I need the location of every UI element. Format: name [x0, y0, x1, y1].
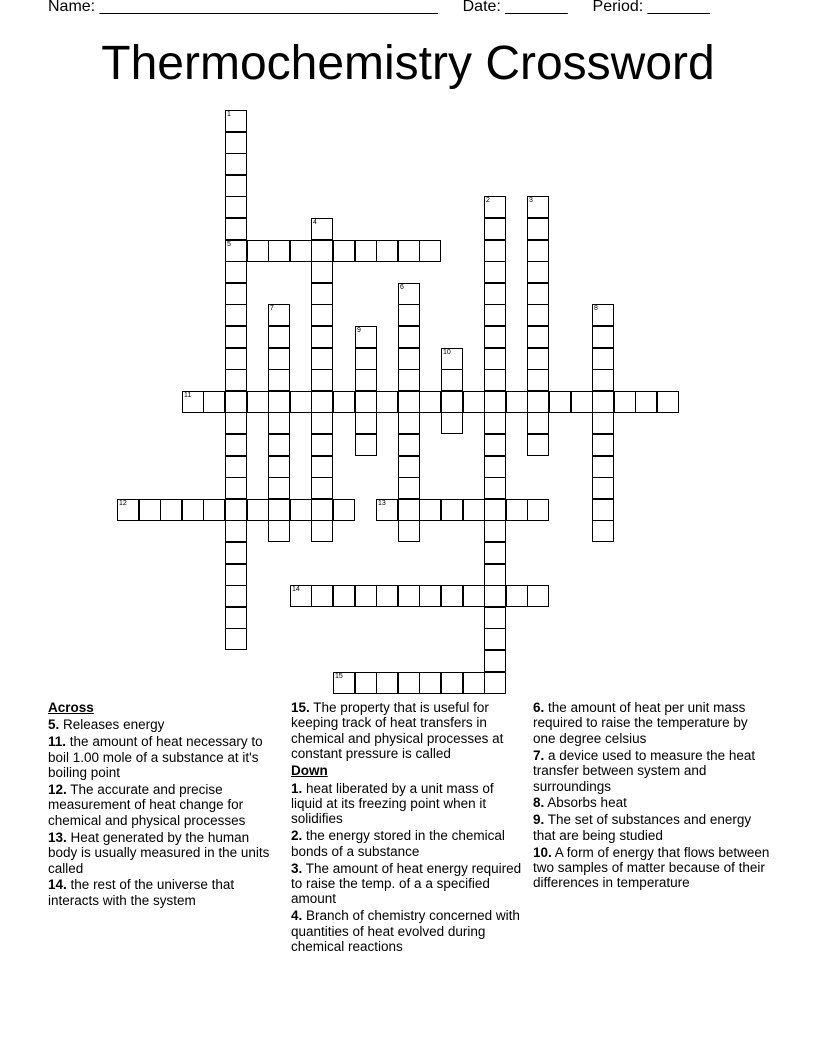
- grid-cell[interactable]: [592, 304, 614, 326]
- grid-cell[interactable]: [311, 477, 333, 499]
- grid-cell[interactable]: [549, 391, 571, 413]
- clue-down-4: 4. Branch of chemistry concerned with quantities of heat evolved during chemical reactions: [291, 908, 520, 955]
- grid-cell[interactable]: [311, 499, 333, 521]
- grid-cell[interactable]: [484, 564, 506, 586]
- grid-cell[interactable]: [484, 196, 506, 218]
- grid-cell[interactable]: [268, 326, 290, 348]
- cell-number: 3: [529, 197, 533, 204]
- grid-cell[interactable]: [355, 348, 377, 370]
- clues-column-3: [533, 700, 773, 892]
- grid-cell[interactable]: [419, 672, 441, 694]
- grid-cell[interactable]: [398, 283, 420, 305]
- clues-column-2: [291, 700, 523, 956]
- grid-cell[interactable]: [182, 391, 204, 413]
- cell-number: 9: [357, 327, 361, 334]
- grid-cell[interactable]: [268, 412, 290, 434]
- grid-cell[interactable]: [247, 391, 269, 413]
- clue-down-1: 1. heat liberated by a unit mass of liquid at its freezing point when it solidifies: [291, 780, 494, 827]
- grid-cell[interactable]: [419, 391, 441, 413]
- grid-cell[interactable]: [398, 326, 420, 348]
- grid-cell[interactable]: [592, 391, 614, 413]
- grid-cell[interactable]: [268, 391, 290, 413]
- grid-cell[interactable]: [527, 391, 549, 413]
- clue-across-13: 13. Heat generated by the human body is usually measured in the units called: [48, 829, 270, 876]
- grid-cell[interactable]: [290, 499, 312, 521]
- grid-cell[interactable]: [484, 477, 506, 499]
- grid-cell[interactable]: [398, 456, 420, 478]
- grid-cell[interactable]: [203, 499, 225, 521]
- grid-cell[interactable]: [441, 412, 463, 434]
- grid-cell[interactable]: [419, 240, 441, 262]
- grid-cell[interactable]: [268, 499, 290, 521]
- grid-cell[interactable]: [160, 499, 182, 521]
- grid-cell[interactable]: [311, 456, 333, 478]
- grid-cell[interactable]: [506, 585, 528, 607]
- grid-cell[interactable]: [225, 585, 247, 607]
- grid-cell[interactable]: [355, 391, 377, 413]
- grid-cell[interactable]: [441, 369, 463, 391]
- clue-down-6: 6. the amount of heat per unit mass required to raise the temperature by one degree celsius: [533, 700, 748, 746]
- grid-cell[interactable]: [463, 672, 485, 694]
- grid-cell[interactable]: [527, 304, 549, 326]
- grid-cell[interactable]: [290, 391, 312, 413]
- grid-cell[interactable]: [311, 348, 333, 370]
- grid-cell[interactable]: [311, 391, 333, 413]
- grid-cell[interactable]: [311, 412, 333, 434]
- grid-cell[interactable]: [333, 391, 355, 413]
- grid-cell[interactable]: [225, 132, 247, 154]
- grid-cell[interactable]: [484, 607, 506, 629]
- period-field-label: Period: _______: [592, 0, 710, 15]
- name-field-label: Name: ______________________________________: [48, 0, 438, 15]
- grid-cell[interactable]: [268, 348, 290, 370]
- cell-number: 7: [270, 305, 274, 312]
- grid-cell[interactable]: [592, 369, 614, 391]
- grid-cell[interactable]: [614, 391, 636, 413]
- grid-cell[interactable]: [203, 391, 225, 413]
- grid-cell[interactable]: [484, 240, 506, 262]
- cell-number: 15: [335, 673, 343, 680]
- grid-cell[interactable]: [635, 391, 657, 413]
- grid-cell[interactable]: [225, 434, 247, 456]
- grid-cell[interactable]: [527, 196, 549, 218]
- cell-number: 8: [594, 305, 598, 312]
- grid-cell[interactable]: [592, 348, 614, 370]
- cell-number: 1: [227, 111, 231, 118]
- grid-cell[interactable]: [463, 585, 485, 607]
- grid-cell[interactable]: [355, 240, 377, 262]
- grid-cell[interactable]: [398, 499, 420, 521]
- grid-cell[interactable]: [268, 240, 290, 262]
- grid-cell[interactable]: [484, 218, 506, 240]
- grid-cell[interactable]: [592, 456, 614, 478]
- grid-cell[interactable]: [484, 585, 506, 607]
- grid-cell[interactable]: [376, 240, 398, 262]
- grid-cell[interactable]: [398, 304, 420, 326]
- grid-cell[interactable]: [571, 391, 593, 413]
- date-field-label: Date: _______: [462, 0, 568, 15]
- clue-across-5: 5. Releases energy: [48, 717, 165, 733]
- grid-cell[interactable]: [398, 434, 420, 456]
- grid-cell[interactable]: [139, 499, 161, 521]
- grid-cell[interactable]: [527, 585, 549, 607]
- clue-down-3: 3. The amount of heat energy required to raise the temp. of a a specified amount: [291, 860, 522, 907]
- clue-across-11: 11. the amount of heat necessary to boil 1.00 mole of a substance at it's boiling point: [48, 734, 263, 781]
- grid-cell[interactable]: [398, 477, 420, 499]
- grid-cell[interactable]: [225, 477, 247, 499]
- grid-cell[interactable]: [333, 240, 355, 262]
- grid-cell[interactable]: [268, 304, 290, 326]
- cell-number: 13: [378, 500, 386, 507]
- grid-cell[interactable]: [484, 628, 506, 650]
- grid-cell[interactable]: [484, 283, 506, 305]
- grid-cell[interactable]: [527, 369, 549, 391]
- cell-number: 4: [313, 219, 317, 226]
- grid-cell[interactable]: [484, 456, 506, 478]
- grid-cell[interactable]: [225, 175, 247, 197]
- grid-cell[interactable]: [333, 499, 355, 521]
- grid-cell[interactable]: [463, 499, 485, 521]
- clue-across-12: 12. The accurate and precise measurement of heat change for chemical and physical processes: [48, 782, 246, 828]
- grid-cell[interactable]: [225, 196, 247, 218]
- grid-cell[interactable]: [290, 240, 312, 262]
- grid-cell[interactable]: [398, 348, 420, 370]
- clue-down-2: 2. the energy stored in the chemical bonds of a substance: [291, 828, 505, 859]
- grid-cell[interactable]: [225, 369, 247, 391]
- grid-cell[interactable]: [592, 434, 614, 456]
- grid-cell[interactable]: [355, 326, 377, 348]
- cell-number: 2: [486, 197, 490, 204]
- grid-cell[interactable]: [657, 391, 679, 413]
- grid-cell[interactable]: [484, 348, 506, 370]
- grid-cell[interactable]: [355, 412, 377, 434]
- down-heading: Down: [291, 763, 328, 779]
- grid-cell[interactable]: [592, 499, 614, 521]
- clue-down-9: 9. The set of substances and energy that are being studied: [533, 812, 752, 843]
- grid-cell[interactable]: [225, 607, 247, 629]
- grid-cell[interactable]: [484, 304, 506, 326]
- cell-number: 6: [400, 284, 404, 291]
- grid-cell[interactable]: [592, 326, 614, 348]
- grid-cell[interactable]: [311, 434, 333, 456]
- grid-cell[interactable]: [398, 412, 420, 434]
- grid-cell[interactable]: [376, 672, 398, 694]
- grid-cell[interactable]: [355, 369, 377, 391]
- grid-cell[interactable]: [463, 391, 485, 413]
- grid-cell[interactable]: [225, 499, 247, 521]
- clues-column-1: [48, 700, 278, 910]
- grid-cell[interactable]: [398, 391, 420, 413]
- grid-cell[interactable]: [398, 369, 420, 391]
- grid-cell[interactable]: [311, 326, 333, 348]
- grid-cell[interactable]: [311, 261, 333, 283]
- grid-cell[interactable]: [441, 499, 463, 521]
- grid-cell[interactable]: [376, 391, 398, 413]
- grid-cell[interactable]: [527, 218, 549, 240]
- grid-cell[interactable]: [247, 499, 269, 521]
- grid-cell[interactable]: [592, 412, 614, 434]
- grid-cell[interactable]: [484, 542, 506, 564]
- grid-cell[interactable]: [311, 218, 333, 240]
- grid-cell[interactable]: [225, 326, 247, 348]
- grid-cell[interactable]: [333, 672, 355, 694]
- cell-number: 5: [227, 241, 231, 248]
- grid-cell[interactable]: [527, 261, 549, 283]
- grid-cell[interactable]: [484, 520, 506, 542]
- grid-cell[interactable]: [333, 585, 355, 607]
- grid-cell[interactable]: [290, 585, 312, 607]
- grid-cell[interactable]: [419, 585, 441, 607]
- grid-cell[interactable]: [355, 585, 377, 607]
- grid-cell[interactable]: [398, 240, 420, 262]
- grid-cell[interactable]: [268, 456, 290, 478]
- grid-cell[interactable]: [527, 412, 549, 434]
- grid-cell[interactable]: [225, 218, 247, 240]
- grid-cell[interactable]: [225, 542, 247, 564]
- grid-cell[interactable]: [527, 348, 549, 370]
- cell-number: 14: [292, 586, 300, 593]
- grid-cell[interactable]: [355, 434, 377, 456]
- page-title: Thermochemistry Crossword: [101, 37, 715, 90]
- cell-number: 10: [443, 349, 451, 356]
- grid-cell[interactable]: [484, 261, 506, 283]
- grid-cell[interactable]: [441, 348, 463, 370]
- grid-cell[interactable]: [484, 672, 506, 694]
- grid-cell[interactable]: [311, 520, 333, 542]
- grid-cell[interactable]: [419, 499, 441, 521]
- grid-cell[interactable]: [441, 391, 463, 413]
- grid-cell[interactable]: [441, 672, 463, 694]
- grid-cell[interactable]: [506, 499, 528, 521]
- grid-cell[interactable]: [506, 391, 528, 413]
- grid-cell[interactable]: [484, 391, 506, 413]
- grid-cell[interactable]: [225, 240, 247, 262]
- grid-cell[interactable]: [484, 434, 506, 456]
- grid-cell[interactable]: [398, 672, 420, 694]
- grid-cell[interactable]: [225, 456, 247, 478]
- grid-cell[interactable]: [182, 499, 204, 521]
- grid-cell[interactable]: [441, 585, 463, 607]
- clue-down-8: 8. Absorbs heat: [533, 795, 627, 811]
- cell-number: 11: [184, 392, 192, 399]
- grid-cell[interactable]: [376, 499, 398, 521]
- clue-down-10: 10. A form of energy that flows between two samples of matter because of their differences in temperature: [533, 844, 770, 891]
- grid-cell[interactable]: [398, 520, 420, 542]
- grid-cell[interactable]: [398, 585, 420, 607]
- clue-down-7: 7. a device used to measure the heat transfer between system and surroundings: [533, 747, 756, 794]
- grid-cell[interactable]: [225, 564, 247, 586]
- grid-cell[interactable]: [592, 477, 614, 499]
- grid-cell[interactable]: [484, 412, 506, 434]
- grid-cell[interactable]: [225, 628, 247, 650]
- grid-cell[interactable]: [225, 412, 247, 434]
- grid-cell[interactable]: [527, 283, 549, 305]
- grid-cell[interactable]: [225, 520, 247, 542]
- grid-cell[interactable]: [527, 434, 549, 456]
- grid-cell[interactable]: [527, 499, 549, 521]
- grid-cell[interactable]: [311, 585, 333, 607]
- grid-cell[interactable]: [484, 499, 506, 521]
- clue-across-15: 15. The property that is useful for keeping track of heat transfers in chemical and physical processes at constant pressure is called: [291, 700, 504, 762]
- grid-cell[interactable]: [311, 304, 333, 326]
- across-heading: Across: [48, 700, 94, 715]
- grid-cell[interactable]: [376, 585, 398, 607]
- grid-cell[interactable]: [268, 434, 290, 456]
- grid-cell[interactable]: [247, 240, 269, 262]
- grid-cell[interactable]: [484, 650, 506, 672]
- grid-cell[interactable]: [268, 369, 290, 391]
- grid-cell[interactable]: [311, 369, 333, 391]
- grid-cell[interactable]: [527, 326, 549, 348]
- grid-cell[interactable]: [592, 520, 614, 542]
- grid-cell[interactable]: [311, 240, 333, 262]
- grid-cell[interactable]: [225, 283, 247, 305]
- grid-cell[interactable]: [268, 520, 290, 542]
- grid-cell[interactable]: [225, 261, 247, 283]
- grid-cell[interactable]: [225, 391, 247, 413]
- grid-cell[interactable]: [225, 304, 247, 326]
- grid-cell[interactable]: [484, 369, 506, 391]
- grid-cell[interactable]: [225, 153, 247, 175]
- grid-cell[interactable]: [117, 499, 139, 521]
- grid-cell[interactable]: [527, 240, 549, 262]
- grid-cell[interactable]: [484, 326, 506, 348]
- grid-cell[interactable]: [311, 283, 333, 305]
- cell-number: 12: [119, 500, 127, 507]
- clue-across-14: 14. the rest of the universe that interacts with the system: [48, 877, 235, 908]
- grid-cell[interactable]: [355, 672, 377, 694]
- grid-cell[interactable]: [225, 110, 247, 132]
- grid-cell[interactable]: [268, 477, 290, 499]
- grid-cell[interactable]: [225, 348, 247, 370]
